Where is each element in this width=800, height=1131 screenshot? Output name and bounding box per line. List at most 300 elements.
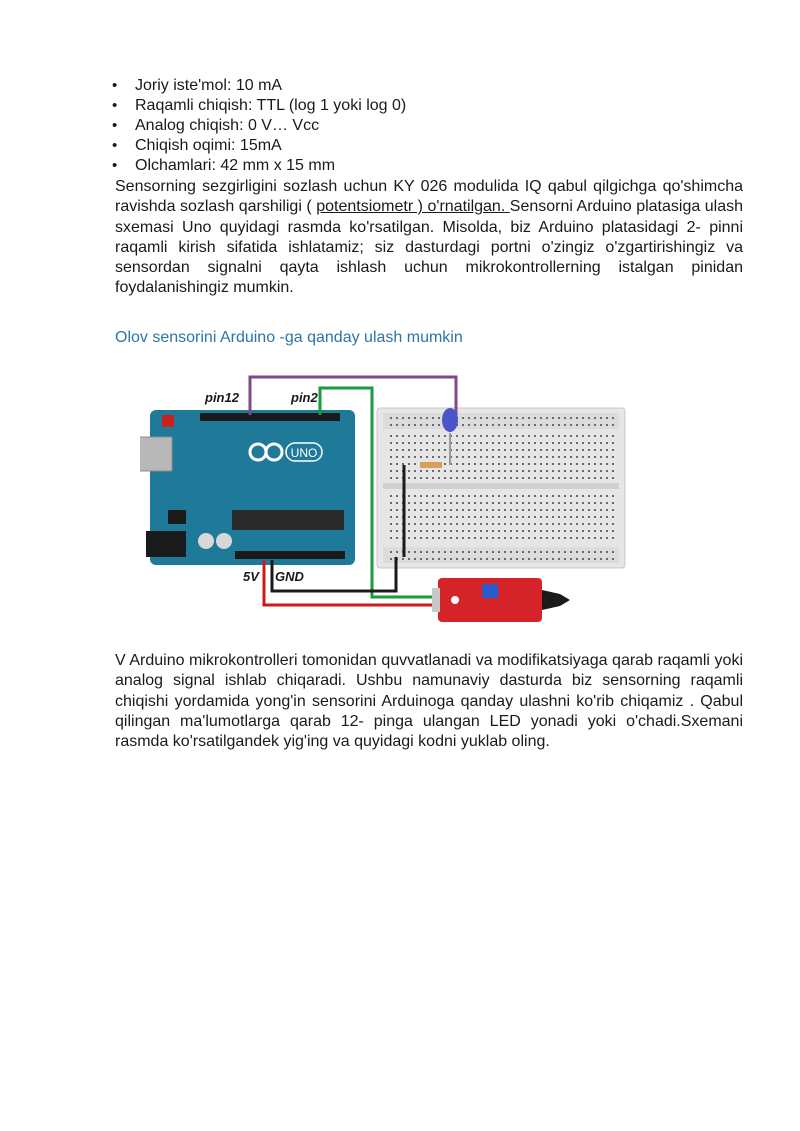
- breadboard-hole: [480, 509, 482, 511]
- breadboard-hole: [552, 442, 554, 444]
- breadboard-hole: [408, 558, 410, 560]
- breadboard-hole: [588, 495, 590, 497]
- breadboard-hole: [414, 456, 416, 458]
- breadboard-hole: [408, 449, 410, 451]
- breadboard-hole: [468, 456, 470, 458]
- breadboard-gap: [383, 483, 619, 489]
- breadboard-hole: [486, 477, 488, 479]
- breadboard-hole: [396, 495, 398, 497]
- breadboard-hole: [486, 449, 488, 451]
- breadboard-hole: [612, 417, 614, 419]
- breadboard-hole: [588, 502, 590, 504]
- resistor: [420, 462, 442, 468]
- breadboard-hole: [510, 449, 512, 451]
- breadboard-hole: [450, 495, 452, 497]
- breadboard-hole: [510, 463, 512, 465]
- breadboard-hole: [582, 558, 584, 560]
- breadboard-hole: [414, 516, 416, 518]
- breadboard-hole: [612, 516, 614, 518]
- wiring-diagram: [140, 365, 640, 640]
- breadboard-hole: [510, 516, 512, 518]
- breadboard-hole: [564, 449, 566, 451]
- breadboard-hole: [534, 435, 536, 437]
- breadboard-hole: [570, 435, 572, 437]
- breadboard-hole: [474, 558, 476, 560]
- breadboard-hole: [438, 424, 440, 426]
- breadboard-hole: [456, 523, 458, 525]
- breadboard-hole: [432, 456, 434, 458]
- breadboard-hole: [570, 516, 572, 518]
- breadboard-hole: [456, 558, 458, 560]
- breadboard-hole: [426, 417, 428, 419]
- breadboard-hole: [612, 502, 614, 504]
- breadboard-hole: [414, 442, 416, 444]
- breadboard-hole: [432, 495, 434, 497]
- breadboard-hole: [414, 463, 416, 465]
- breadboard-hole: [546, 509, 548, 511]
- breadboard-hole: [438, 470, 440, 472]
- breadboard-hole: [606, 463, 608, 465]
- breadboard-hole: [474, 442, 476, 444]
- breadboard-hole: [432, 558, 434, 560]
- breadboard-hole: [462, 470, 464, 472]
- breadboard-hole: [390, 509, 392, 511]
- breadboard-hole: [504, 435, 506, 437]
- breadboard-hole: [510, 551, 512, 553]
- breadboard-hole: [492, 424, 494, 426]
- breadboard-hole: [474, 495, 476, 497]
- breadboard-hole: [420, 495, 422, 497]
- breadboard-hole: [486, 470, 488, 472]
- breadboard-hole: [408, 442, 410, 444]
- breadboard-hole: [612, 449, 614, 451]
- breadboard-hole: [462, 558, 464, 560]
- breadboard-hole: [456, 463, 458, 465]
- breadboard-hole: [432, 530, 434, 532]
- breadboard-hole: [498, 456, 500, 458]
- breadboard-hole: [510, 495, 512, 497]
- breadboard-hole: [474, 424, 476, 426]
- breadboard-hole: [576, 509, 578, 511]
- breadboard-hole: [414, 495, 416, 497]
- breadboard-hole: [588, 509, 590, 511]
- breadboard-hole: [564, 551, 566, 553]
- breadboard-hole: [432, 551, 434, 553]
- breadboard-hole: [546, 551, 548, 553]
- breadboard-hole: [540, 530, 542, 532]
- breadboard-hole: [480, 456, 482, 458]
- breadboard-hole: [480, 449, 482, 451]
- breadboard-hole: [522, 463, 524, 465]
- breadboard-hole: [564, 442, 566, 444]
- breadboard-hole: [396, 502, 398, 504]
- breadboard-hole: [390, 530, 392, 532]
- breadboard-hole: [588, 435, 590, 437]
- breadboard-hole: [564, 463, 566, 465]
- breadboard-hole: [546, 516, 548, 518]
- breadboard-hole: [540, 509, 542, 511]
- breadboard-hole: [546, 456, 548, 458]
- breadboard-hole: [510, 509, 512, 511]
- breadboard-hole: [426, 477, 428, 479]
- breadboard-hole: [498, 417, 500, 419]
- breadboard-hole: [612, 551, 614, 553]
- breadboard-hole: [492, 442, 494, 444]
- sensor-pins: [432, 588, 440, 612]
- breadboard-hole: [534, 509, 536, 511]
- breadboard-hole: [528, 470, 530, 472]
- breadboard-hole: [480, 470, 482, 472]
- breadboard-hole: [582, 435, 584, 437]
- breadboard-hole: [468, 424, 470, 426]
- breadboard-hole: [450, 477, 452, 479]
- breadboard-hole: [432, 477, 434, 479]
- breadboard-hole: [552, 477, 554, 479]
- breadboard-hole: [588, 537, 590, 539]
- breadboard-hole: [450, 551, 452, 553]
- breadboard-hole: [612, 477, 614, 479]
- breadboard-hole: [468, 551, 470, 553]
- breadboard-hole: [486, 456, 488, 458]
- breadboard-hole: [504, 509, 506, 511]
- reset-button: [162, 415, 174, 427]
- breadboard-hole: [588, 516, 590, 518]
- header-bottom: [235, 551, 345, 559]
- breadboard-hole: [450, 470, 452, 472]
- breadboard-hole: [444, 558, 446, 560]
- breadboard-hole: [498, 477, 500, 479]
- breadboard-hole: [402, 463, 404, 465]
- breadboard-hole: [576, 530, 578, 532]
- breadboard-hole: [450, 530, 452, 532]
- breadboard-hole: [534, 551, 536, 553]
- breadboard-hole: [444, 470, 446, 472]
- breadboard-hole: [528, 417, 530, 419]
- breadboard-hole: [528, 456, 530, 458]
- breadboard-hole: [474, 516, 476, 518]
- breadboard-hole: [390, 442, 392, 444]
- breadboard-hole: [504, 463, 506, 465]
- breadboard-hole: [534, 470, 536, 472]
- breadboard-hole: [528, 424, 530, 426]
- breadboard-hole: [438, 523, 440, 525]
- breadboard-hole: [510, 435, 512, 437]
- breadboard-hole: [504, 551, 506, 553]
- breadboard-hole: [552, 516, 554, 518]
- breadboard-hole: [432, 442, 434, 444]
- breadboard-hole: [390, 551, 392, 553]
- breadboard-hole: [588, 424, 590, 426]
- breadboard-hole: [582, 516, 584, 518]
- breadboard-hole: [492, 523, 494, 525]
- breadboard-hole: [426, 449, 428, 451]
- breadboard-hole: [408, 470, 410, 472]
- breadboard-hole: [576, 435, 578, 437]
- breadboard-hole: [528, 449, 530, 451]
- breadboard-hole: [414, 477, 416, 479]
- breadboard-hole: [438, 516, 440, 518]
- breadboard-hole: [564, 424, 566, 426]
- breadboard-hole: [558, 449, 560, 451]
- breadboard-hole: [456, 509, 458, 511]
- breadboard-hole: [486, 442, 488, 444]
- breadboard-hole: [576, 477, 578, 479]
- breadboard-hole: [540, 456, 542, 458]
- breadboard-hole: [588, 558, 590, 560]
- breadboard-hole: [516, 551, 518, 553]
- breadboard-hole: [612, 537, 614, 539]
- sensor-mount-hole: [451, 596, 459, 604]
- breadboard-hole: [600, 537, 602, 539]
- breadboard-hole: [390, 456, 392, 458]
- label-gnd: GND: [275, 569, 304, 584]
- breadboard-hole: [582, 523, 584, 525]
- breadboard-hole: [486, 530, 488, 532]
- breadboard-hole: [564, 523, 566, 525]
- breadboard-hole: [534, 417, 536, 419]
- breadboard-hole: [606, 558, 608, 560]
- breadboard-hole: [504, 530, 506, 532]
- breadboard-hole: [558, 516, 560, 518]
- breadboard-hole: [492, 516, 494, 518]
- breadboard-hole: [588, 442, 590, 444]
- breadboard-hole: [552, 495, 554, 497]
- breadboard-hole: [432, 537, 434, 539]
- breadboard-hole: [396, 537, 398, 539]
- breadboard-hole: [492, 509, 494, 511]
- breadboard-hole: [390, 537, 392, 539]
- breadboard-hole: [582, 442, 584, 444]
- breadboard-hole: [438, 442, 440, 444]
- breadboard-hole: [606, 523, 608, 525]
- breadboard-hole: [534, 530, 536, 532]
- breadboard-hole: [546, 530, 548, 532]
- breadboard-hole: [576, 551, 578, 553]
- breadboard-hole: [552, 502, 554, 504]
- breadboard-hole: [438, 551, 440, 553]
- breadboard-hole: [528, 530, 530, 532]
- breadboard-hole: [444, 477, 446, 479]
- breadboard-hole: [390, 477, 392, 479]
- breadboard-hole: [408, 516, 410, 518]
- breadboard-hole: [420, 470, 422, 472]
- breadboard-hole: [450, 558, 452, 560]
- breadboard-hole: [474, 537, 476, 539]
- breadboard-hole: [420, 449, 422, 451]
- breadboard-hole: [588, 523, 590, 525]
- breadboard-hole: [408, 477, 410, 479]
- breadboard-hole: [528, 435, 530, 437]
- breadboard-hole: [396, 523, 398, 525]
- breadboard-hole: [396, 477, 398, 479]
- breadboard-hole: [498, 435, 500, 437]
- breadboard-hole: [420, 558, 422, 560]
- breadboard-hole: [396, 424, 398, 426]
- breadboard-hole: [450, 537, 452, 539]
- breadboard-hole: [474, 530, 476, 532]
- breadboard-hole: [594, 502, 596, 504]
- breadboard-hole: [486, 516, 488, 518]
- breadboard-hole: [408, 456, 410, 458]
- breadboard-hole: [540, 558, 542, 560]
- breadboard-hole: [474, 477, 476, 479]
- breadboard-hole: [462, 424, 464, 426]
- breadboard-hole: [408, 424, 410, 426]
- breadboard-hole: [522, 477, 524, 479]
- spec-item: • Joriy iste'mol: 10 mA: [110, 76, 750, 96]
- breadboard-hole: [546, 558, 548, 560]
- breadboard-hole: [600, 495, 602, 497]
- breadboard-hole: [426, 509, 428, 511]
- breadboard-hole: [438, 456, 440, 458]
- breadboard-hole: [582, 417, 584, 419]
- breadboard-hole: [474, 435, 476, 437]
- breadboard-hole: [528, 551, 530, 553]
- breadboard-hole: [420, 502, 422, 504]
- breadboard-hole: [456, 477, 458, 479]
- potentiometer-link[interactable]: potentsiometr ) o'rnatilgan.: [316, 198, 510, 216]
- breadboard-hole: [492, 551, 494, 553]
- breadboard-hole: [426, 551, 428, 553]
- breadboard-hole: [600, 477, 602, 479]
- breadboard-hole: [594, 551, 596, 553]
- breadboard-hole: [504, 449, 506, 451]
- breadboard-hole: [510, 424, 512, 426]
- breadboard-hole: [462, 537, 464, 539]
- breadboard-hole: [582, 530, 584, 532]
- breadboard-hole: [540, 502, 542, 504]
- breadboard-hole: [408, 530, 410, 532]
- breadboard-hole: [606, 435, 608, 437]
- breadboard-hole: [600, 435, 602, 437]
- breadboard-hole: [468, 435, 470, 437]
- breadboard-hole: [498, 495, 500, 497]
- breadboard-hole: [570, 551, 572, 553]
- breadboard-hole: [582, 470, 584, 472]
- breadboard-hole: [504, 470, 506, 472]
- breadboard-hole: [516, 456, 518, 458]
- breadboard-hole: [558, 523, 560, 525]
- breadboard-hole: [606, 537, 608, 539]
- breadboard-hole: [582, 502, 584, 504]
- breadboard-hole: [606, 509, 608, 511]
- breadboard-hole: [510, 502, 512, 504]
- breadboard-hole: [522, 558, 524, 560]
- breadboard-hole: [516, 516, 518, 518]
- breadboard-hole: [576, 470, 578, 472]
- breadboard-hole: [522, 449, 524, 451]
- breadboard-hole: [540, 442, 542, 444]
- breadboard-hole: [582, 495, 584, 497]
- breadboard-hole: [552, 551, 554, 553]
- breadboard-hole: [420, 530, 422, 532]
- breadboard-hole: [600, 470, 602, 472]
- breadboard-hole: [480, 516, 482, 518]
- breadboard-hole: [528, 495, 530, 497]
- breadboard-hole: [564, 537, 566, 539]
- small-chip: [168, 510, 186, 524]
- breadboard-hole: [588, 456, 590, 458]
- breadboard-hole: [414, 523, 416, 525]
- breadboard-hole: [486, 558, 488, 560]
- breadboard-hole: [468, 502, 470, 504]
- breadboard-hole: [498, 449, 500, 451]
- breadboard-hole: [528, 523, 530, 525]
- breadboard-hole: [420, 551, 422, 553]
- breadboard-hole: [438, 477, 440, 479]
- breadboard-hole: [564, 558, 566, 560]
- breadboard-hole: [504, 537, 506, 539]
- breadboard-hole: [564, 477, 566, 479]
- breadboard-hole: [402, 424, 404, 426]
- breadboard-hole: [510, 558, 512, 560]
- breadboard-hole: [612, 558, 614, 560]
- breadboard-hole: [552, 435, 554, 437]
- breadboard-hole: [444, 516, 446, 518]
- breadboard-hole: [396, 417, 398, 419]
- breadboard-hole: [522, 537, 524, 539]
- breadboard-hole: [444, 449, 446, 451]
- breadboard-hole: [516, 558, 518, 560]
- breadboard-hole: [588, 463, 590, 465]
- breadboard-hole: [558, 442, 560, 444]
- breadboard-hole: [486, 537, 488, 539]
- breadboard-hole: [540, 424, 542, 426]
- breadboard-hole: [468, 463, 470, 465]
- breadboard-hole: [456, 537, 458, 539]
- breadboard-hole: [582, 456, 584, 458]
- breadboard-hole: [396, 449, 398, 451]
- breadboard-hole: [414, 530, 416, 532]
- breadboard-hole: [576, 495, 578, 497]
- breadboard-hole: [600, 551, 602, 553]
- breadboard-hole: [510, 456, 512, 458]
- breadboard-hole: [426, 558, 428, 560]
- breadboard-hole: [420, 424, 422, 426]
- breadboard-hole: [420, 435, 422, 437]
- breadboard-hole: [492, 417, 494, 419]
- breadboard-hole: [594, 456, 596, 458]
- breadboard-hole: [510, 442, 512, 444]
- breadboard-hole: [570, 530, 572, 532]
- breadboard-hole: [498, 516, 500, 518]
- breadboard-hole: [522, 417, 524, 419]
- breadboard-hole: [612, 456, 614, 458]
- breadboard-hole: [570, 477, 572, 479]
- breadboard-hole: [444, 530, 446, 532]
- breadboard-hole: [504, 424, 506, 426]
- breadboard-hole: [462, 523, 464, 525]
- breadboard-hole: [432, 449, 434, 451]
- breadboard-hole: [456, 551, 458, 553]
- breadboard-hole: [462, 495, 464, 497]
- breadboard-hole: [474, 470, 476, 472]
- breadboard-hole: [432, 424, 434, 426]
- breadboard-hole: [408, 417, 410, 419]
- breadboard-hole: [594, 442, 596, 444]
- breadboard-hole: [510, 470, 512, 472]
- breadboard-hole: [450, 523, 452, 525]
- breadboard-hole: [426, 470, 428, 472]
- label-pin2: pin2: [291, 390, 318, 405]
- breadboard-hole: [600, 502, 602, 504]
- breadboard-hole: [462, 516, 464, 518]
- breadboard-hole: [492, 449, 494, 451]
- breadboard-hole: [456, 530, 458, 532]
- breadboard-hole: [426, 537, 428, 539]
- breadboard-hole: [564, 516, 566, 518]
- breadboard-hole: [468, 442, 470, 444]
